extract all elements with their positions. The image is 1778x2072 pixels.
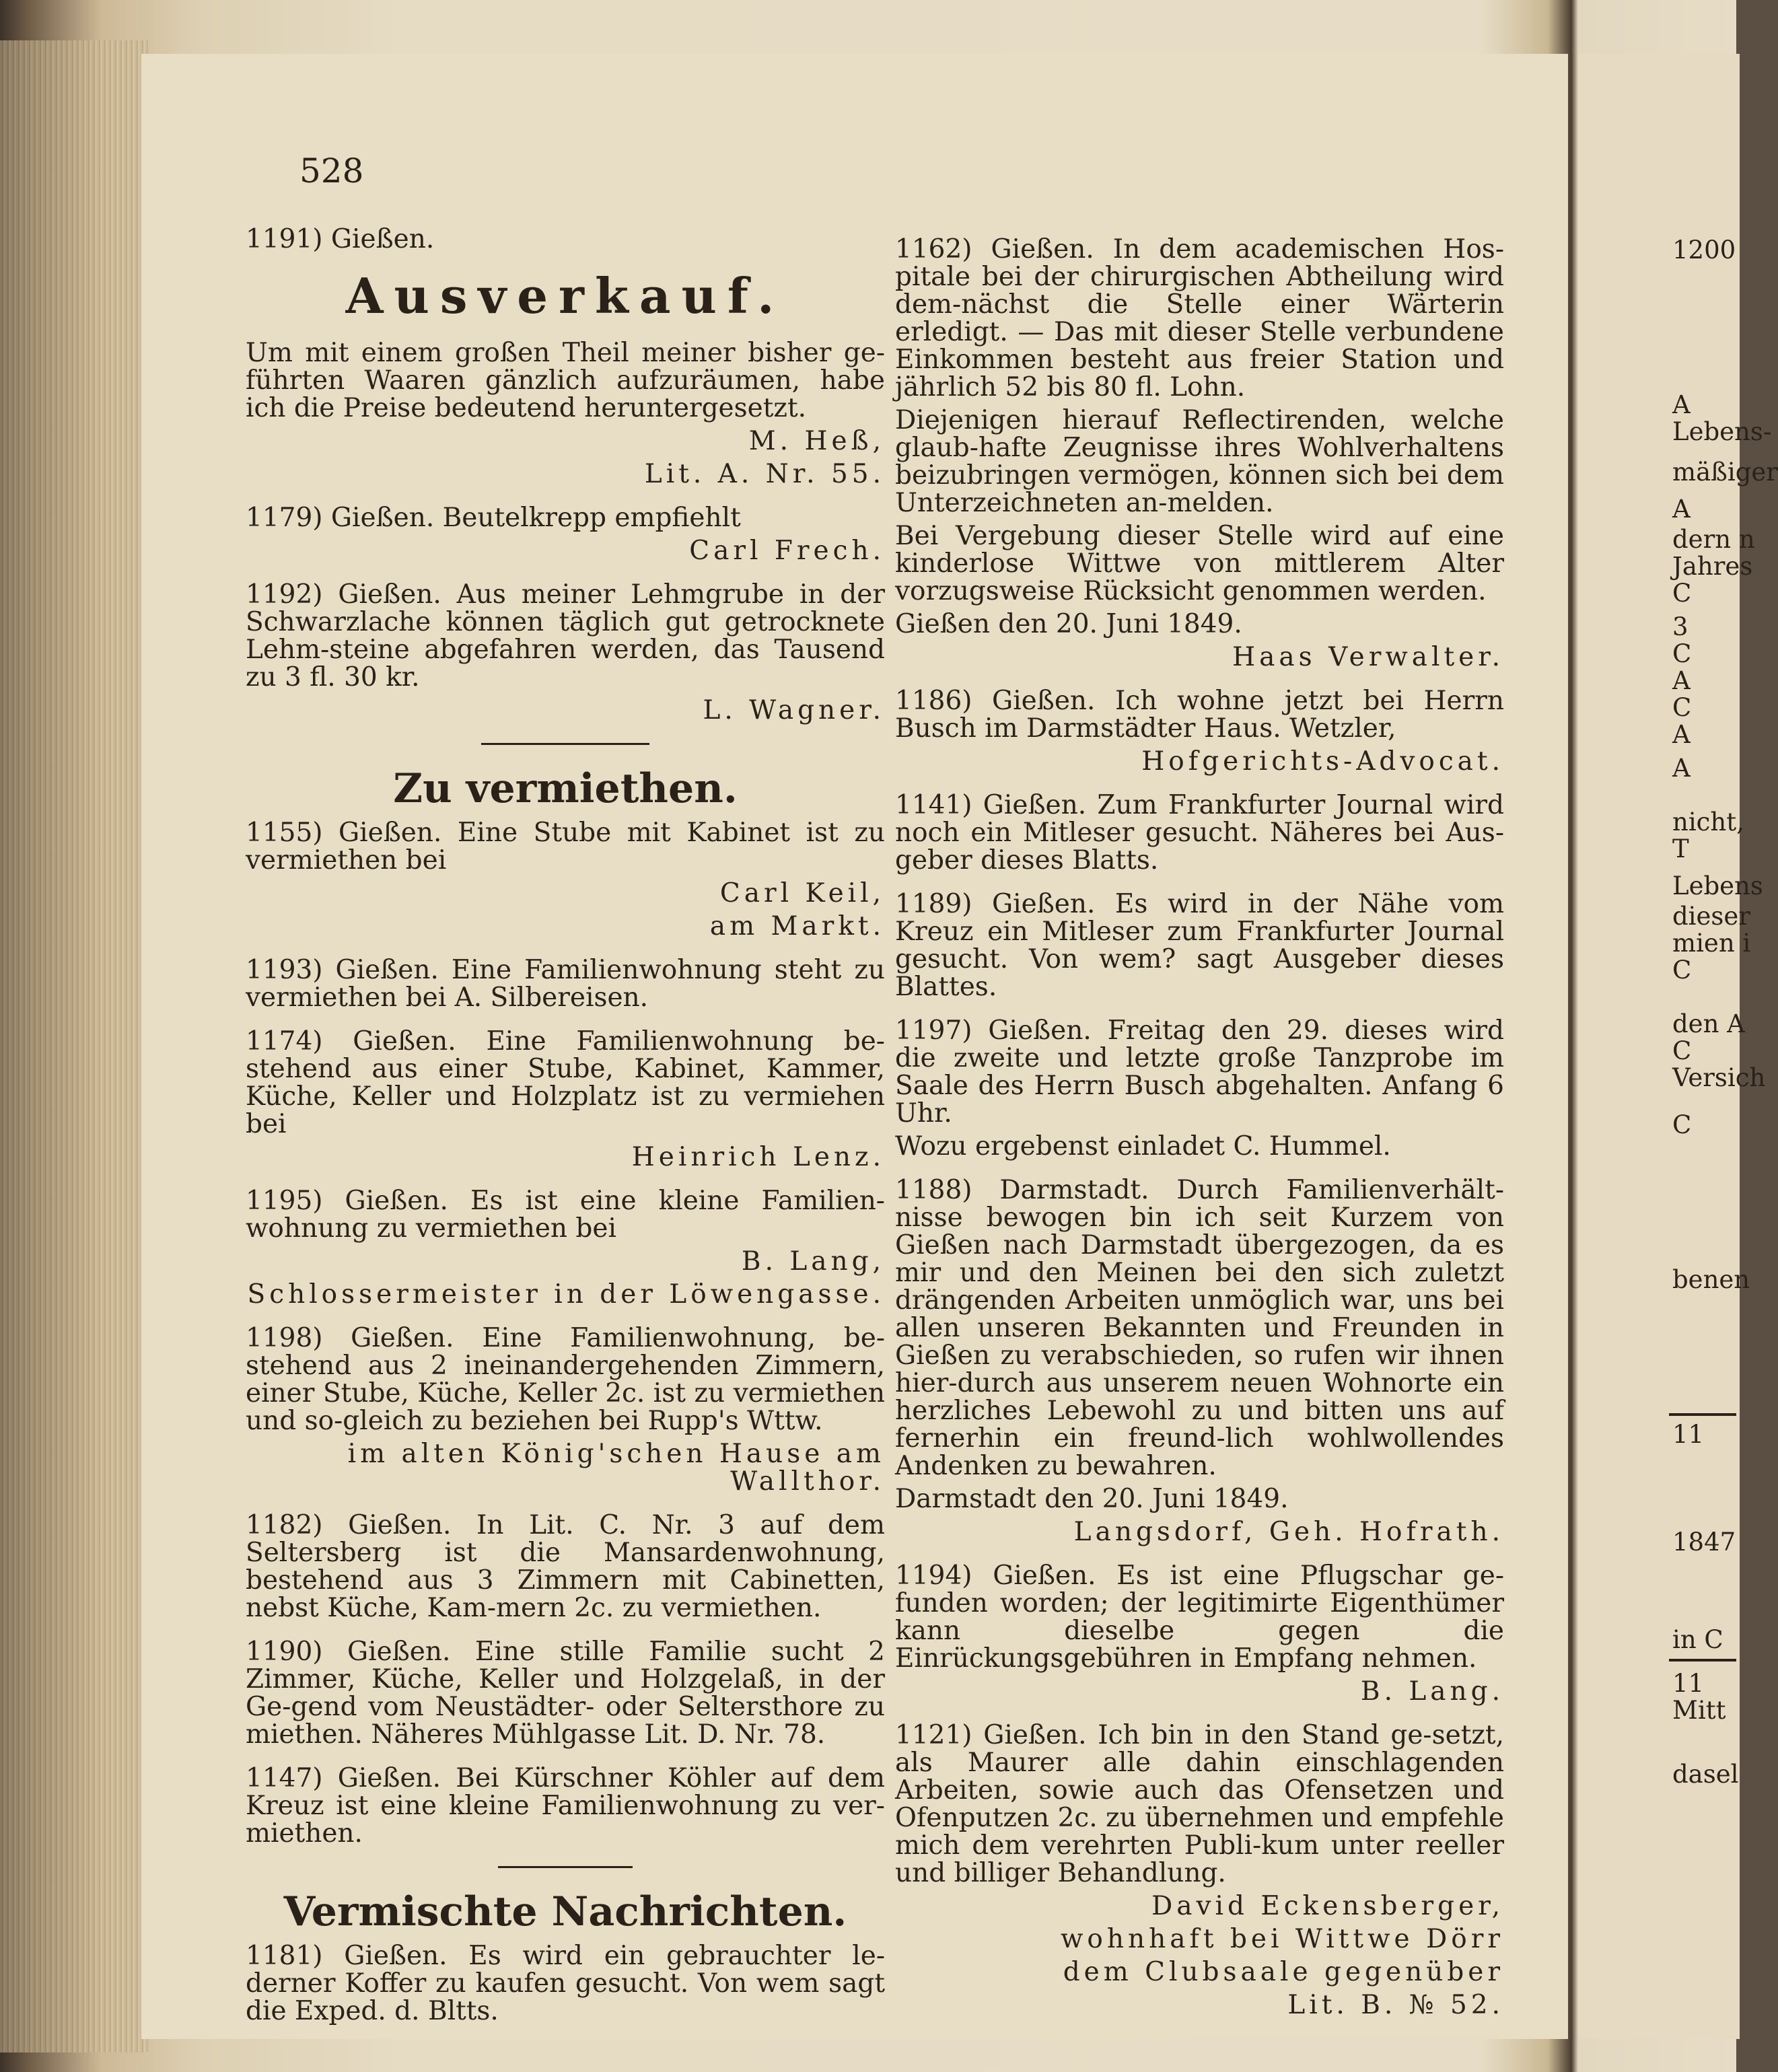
advertisement	[246, 339, 885, 488]
ad-text: 1147) Gießen. Bei Kürschner Köhler auf dem Kreuz ist eine kleine Familienwohnung zu ver-miethen.	[246, 1763, 885, 1849]
advertisement	[246, 504, 885, 565]
ad-signature: L. Wagner.	[703, 695, 885, 725]
advertisement	[246, 1324, 885, 1495]
advertisement	[246, 1764, 885, 1847]
fragment-text: C	[1672, 639, 1692, 668]
ad-signature: im alten König'schen Hause am Wallthor.	[347, 1439, 885, 1497]
advertisement	[246, 1942, 885, 2025]
section-rule	[498, 1866, 633, 1868]
ad-text: 1198) Gießen. Eine Familienwohnung, be-stehend aus 2 ineinandergehenden Zimmern, einer Stube, Küche, Keller 2c. ist zu vermiethen und so-gleich zu beziehen bei Rupp's Wttw.	[246, 1323, 885, 1436]
ad-text: 1191) Gießen.	[246, 224, 435, 254]
ad-text: 1155) Gießen. Eine Stube mit Kabinet ist zu vermiethen bei	[246, 818, 885, 876]
ad-signature: B. Lang,	[741, 1246, 885, 1277]
fragment-text: T	[1672, 834, 1689, 863]
ad-text: 1193) Gießen. Eine Familienwohnung steht zu vermiethen bei A. Silbereisen.	[246, 955, 885, 1013]
advertisement	[895, 236, 1504, 671]
fragment-text: C	[1672, 1036, 1692, 1065]
advertisement	[246, 581, 885, 724]
fragment-text: dasel	[1672, 1760, 1739, 1789]
fragment-text: 1847	[1672, 1528, 1736, 1557]
fragment-text: mäßiger	[1672, 458, 1778, 487]
fragment-text: C	[1672, 956, 1692, 985]
ad-signature: M. Heß,	[748, 426, 885, 456]
advertisement	[895, 687, 1504, 775]
fragment-text: A	[1672, 720, 1691, 749]
ad-heading: Ausverkauf.	[345, 267, 785, 324]
advertisement	[246, 1511, 885, 1622]
fragment-text: C	[1672, 579, 1692, 608]
fragment-text: A	[1672, 495, 1691, 524]
ad-text: 1186) Gießen. Ich wohne jetzt bei Herrn Busch im Darmstädter Haus. Wetzler,	[895, 686, 1504, 744]
page-number: 528	[299, 151, 364, 190]
advertisement	[895, 791, 1504, 874]
next-page-rule	[1669, 1659, 1736, 1662]
ad-text: Wozu ergebenst einladet C. Hummel.	[895, 1131, 1391, 1162]
fragment-text: mien i	[1672, 929, 1751, 958]
ad-text: Um mit einem großen Theil meiner bisher ge-führten Waaren gänzlich aufzuräumen, habe ich die Preise bedeutend heruntergesetzt.	[246, 338, 885, 423]
fragment-text: Lebens	[1672, 871, 1763, 900]
advertisement	[895, 1176, 1504, 1546]
section-heading-vermiethen: Zu vermiethen.	[393, 765, 738, 812]
fragment-text: A	[1672, 754, 1691, 783]
ad-text: 1182) Gießen. In Lit. C. Nr. 3 auf dem Seltersberg ist die Mansardenwohnung, bestehend aus 3 Zimmern mit Cabinetten, nebst Küche, Kam-mern 2c. zu vermiethen.	[246, 1510, 885, 1623]
page-edges	[0, 40, 148, 2052]
ad-text: Bei Vergebung dieser Stelle wird auf eine kinderlose Wittwe von mittlerem Alter vorzugsweise Rücksicht genommen werden.	[895, 521, 1504, 606]
ad-signature: Haas Verwalter.	[1232, 642, 1504, 672]
advertisement	[246, 1187, 885, 1308]
fragment-text: 11	[1672, 1420, 1705, 1449]
fragment-text: 11	[1672, 1669, 1705, 1698]
right-column	[895, 236, 1504, 2035]
fragment-text: Mitt	[1672, 1696, 1726, 1725]
advertisement	[246, 225, 885, 253]
fragment-text: Lebens-	[1672, 417, 1772, 446]
left-column	[246, 225, 885, 2041]
advertisement	[895, 890, 1504, 1001]
fragment-text: A	[1672, 390, 1691, 419]
ad-text: Gießen den 20. Juni 1849.	[895, 609, 1242, 639]
advertisement	[246, 956, 885, 1011]
ad-signature: Carl Frech.	[689, 536, 885, 566]
fragment-text: C	[1672, 693, 1692, 722]
ad-text: 1174) Gießen. Eine Familienwohnung be-stehend aus einer Stube, Kabinet, Kammer, Küche, Keller und Holzplatz ist zu vermiehen bei	[246, 1026, 885, 1139]
ad-text: 1121) Gießen. Ich bin in den Stand ge-setzt, als Maurer alle dahin einschlagenden Arbeiten, sowie auch das Ofensetzen und Ofenputzen 2c. zu übernehmen und empfehle mich dem verehrten Publi-kum unter reeller und billiger Behandlung.	[895, 1720, 1504, 1888]
fragment-text: dern n	[1672, 525, 1755, 554]
ad-signature: David Eckensberger,	[1151, 1891, 1504, 1921]
ad-signature: am Markt.	[709, 911, 885, 941]
ad-signature: Schlossermeister in der Löwengasse.	[247, 1279, 885, 1310]
ad-text: 1195) Gießen. Es ist eine kleine Familien-wohnung zu vermiethen bei	[246, 1186, 885, 1244]
fragment-text: benen	[1672, 1265, 1750, 1294]
ad-text: 1192) Gießen. Aus meiner Lehmgrube in der Schwarzlache können täglich gut getrocknete Lehm-steine abgefahren werden, das Tausend zu 3 fl. 30 kr.	[246, 579, 885, 692]
fragment-text: 3	[1672, 612, 1688, 641]
fragment-text: dieser	[1672, 902, 1750, 931]
fragment-text: Jahres	[1672, 552, 1753, 581]
ad-signature: B. Lang.	[1360, 1676, 1504, 1707]
advertisement	[246, 1028, 885, 1171]
ad-signature: dem Clubsaale gegenüber	[1063, 1957, 1504, 1987]
ad-signature: Lit. A. Nr. 55.	[644, 459, 885, 489]
ad-text: 1162) Gießen. In dem academischen Hos-pitale bei der chirurgischen Abtheilung wird dem-nächst die Stelle einer Wärterin erledigt. — Das mit dieser Stelle verbundene Einkommen besteht aus freier Station und jährlich 52 bis 80 fl. Lohn.	[895, 234, 1504, 402]
next-page-rule	[1669, 1413, 1736, 1416]
advertisement	[246, 819, 885, 940]
ad-text: 1141) Gießen. Zum Frankfurter Journal wird noch ein Mitleser gesucht. Näheres bei Aus-geber dieses Blatts.	[895, 790, 1504, 876]
ad-text: 1189) Gießen. Es wird in der Nähe vom Kreuz ein Mitleser zum Frankfurter Journal gesucht. Von wem? sagt Ausgeber dieses Blattes.	[895, 889, 1504, 1002]
ad-text: 1190) Gießen. Eine stille Familie sucht 2 Zimmer, Küche, Keller und Holzgelaß, in der Ge-gend vom Neustädter- oder Seltersthore zu miethen. Näheres Mühlgasse Lit. D. Nr. 78.	[246, 1637, 885, 1750]
ad-text: 1179) Gießen. Beutelkrepp empfiehlt	[246, 503, 741, 533]
ad-text: Darmstadt den 20. Juni 1849.	[895, 1484, 1289, 1514]
section-heading-nachrichten: Vermischte Nachrichten.	[283, 1888, 847, 1935]
ad-signature: Lit. B. № 52.	[1287, 1990, 1504, 2020]
fragment-text: Versich	[1672, 1063, 1766, 1092]
fragment-text: den A	[1672, 1009, 1745, 1038]
fragment-text: A	[1672, 666, 1691, 695]
ad-signature: Hofgerichts-Advocat.	[1141, 746, 1504, 777]
ad-signature: Langsdorf, Geh. Hofrath.	[1073, 1517, 1504, 1547]
right-page	[1578, 54, 1740, 2039]
ad-text: 1194) Gießen. Es ist eine Pflugschar ge-funden worden; der legitimirte Eigenthümer kann dieselbe gegen die Einrückungsgebühren in Empfang nehmen.	[895, 1561, 1504, 1674]
ad-text: Diejenigen hierauf Reflectirenden, welche glaub-hafte Zeugnisse ihres Wohlverhaltens beizubringen vermögen, können sich bei dem Unterzeichneten an-melden.	[895, 405, 1504, 518]
ad-signature: Heinrich Lenz.	[631, 1142, 885, 1172]
fragment-text: in C	[1672, 1625, 1723, 1654]
section-rule	[481, 743, 649, 745]
ad-signature: wohnhaft bei Wittwe Dörr	[1061, 1924, 1504, 1954]
fragment-text: nicht,	[1672, 808, 1744, 836]
advertisement	[246, 1638, 885, 1748]
fragment-text: 1200	[1672, 236, 1736, 264]
advertisement	[895, 1721, 1504, 2019]
ad-text: 1197) Gießen. Freitag den 29. dieses wird die zweite und letzte große Tanzprobe im Saale des Herrn Busch abgehalten. Anfang 6 Uhr.	[895, 1015, 1504, 1129]
advertisement	[246, 269, 885, 323]
ad-text: 1188) Darmstadt. Durch Familienverhält-nisse bewogen bin ich seit Kurzem von Gießen nach Darmstadt übergezogen, da es mir und den Meinen bei den sich zuletzt drängenden Arbeiten unmöglich war, uns bei allen unseren Bekannten und Freunden in Gießen zu verabschieden, so rufen wir ihnen hier-durch aus unserem neuen Wohnorte ein herzliches Lebewohl zu und bitten uns auf fernerhin ein freund-lich wohlwollendes Andenken zu bewahren.	[895, 1175, 1504, 1481]
fragment-text: C	[1672, 1110, 1692, 1139]
ad-text: 1181) Gießen. Es wird ein gebrauchter le-derner Koffer zu kaufen gesucht. Von wem sagt die Exped. d. Bltts.	[246, 1941, 885, 2026]
ad-signature: Carl Keil,	[719, 878, 885, 908]
advertisement	[895, 1562, 1504, 1705]
advertisement	[895, 1017, 1504, 1160]
